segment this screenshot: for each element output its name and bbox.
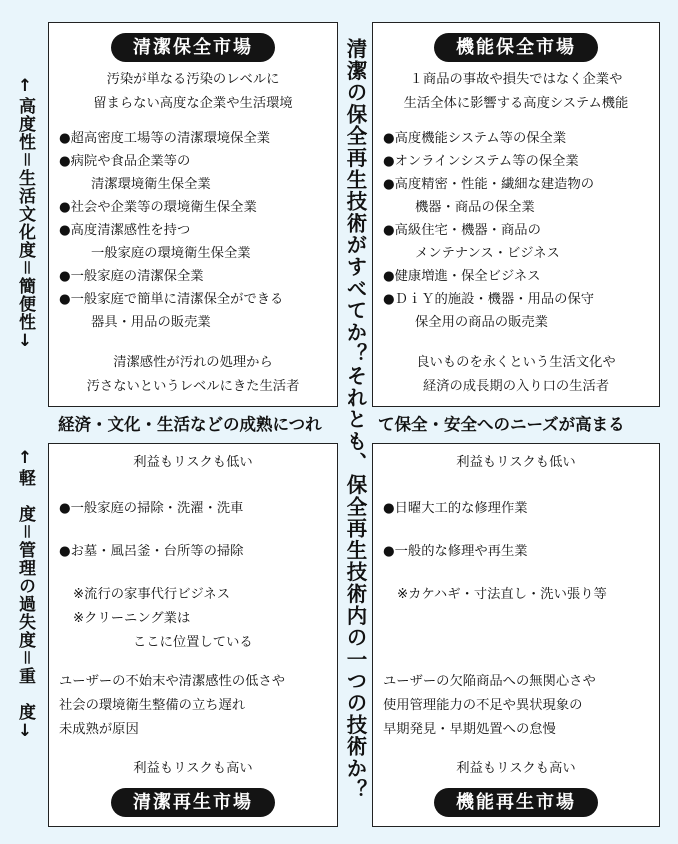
list-item-continuation: メンテナンス・ビジネス bbox=[415, 246, 560, 261]
list-item-continuation: 機器・商品の保全業 bbox=[415, 200, 535, 215]
note-line: ※クリーニング業は bbox=[73, 611, 191, 626]
list-item-continuation: 一般家庭の環境衛生保全業 bbox=[91, 246, 251, 261]
axis-label-bottom: ↑軽 度＝管理の過失度＝重 度↓ bbox=[15, 448, 35, 742]
intro-line: 汚染が単なる汚染のレベルに bbox=[106, 72, 280, 87]
note-line: ※カケハギ・寸法直し・洗い張り等 bbox=[397, 587, 607, 602]
list-item: ●社会や企業等の環境衛生保全業 bbox=[59, 200, 257, 215]
axis-label-top: ↑高度性＝生活文化度＝簡便性↓ bbox=[15, 76, 35, 352]
list-item: ●超高密度工場等の清潔環境保全業 bbox=[59, 131, 271, 146]
list-item: ●高級住宅・機器・商品の bbox=[383, 223, 541, 238]
quadrant-title: 清潔再生市場 bbox=[111, 788, 275, 817]
risk-high-label: 利益もリスクも高い bbox=[133, 761, 253, 776]
intro-line: １商品の事故や損失ではなく企業や bbox=[409, 72, 623, 87]
footer-line: 経済の成長期の入り口の生活者 bbox=[422, 379, 610, 394]
quadrant-title: 機能再生市場 bbox=[434, 788, 598, 817]
risk-high-label: 利益もリスクも高い bbox=[456, 761, 576, 776]
list-item: ●日曜大工的な修理作業 bbox=[383, 501, 528, 516]
list-item: ●ＤｉＹ的施設・機器・用品の保守 bbox=[383, 292, 595, 307]
quadrant-title: 清潔保全市場 bbox=[111, 33, 275, 62]
list-item: ●健康増進・保全ビジネス bbox=[383, 269, 541, 284]
cause-line: 社会の環境衛生整備の立ち遅れ bbox=[59, 698, 246, 713]
list-item-continuation: 清潔環境衛生保全業 bbox=[91, 177, 211, 192]
list-item: ●高度清潔感性を持つ bbox=[59, 223, 191, 238]
list-item: ●お墓・風呂釜・台所等の掃除 bbox=[59, 544, 244, 559]
list-item-continuation: 器具・用品の販売業 bbox=[91, 315, 211, 330]
footer-line: 汚さないというレベルにきた生活者 bbox=[86, 379, 300, 394]
list-item: ●オンラインシステム等の保全業 bbox=[383, 154, 579, 169]
list-item: ●一般家庭で簡単に清潔保全ができる bbox=[59, 292, 284, 307]
list-item: ●一般家庭の掃除・洗濯・洗車 bbox=[59, 501, 244, 516]
risk-low-label: 利益もリスクも低い bbox=[456, 455, 576, 470]
intro-line: 生活全体に影響する高度システム機能 bbox=[403, 96, 629, 111]
note-line: ※流行の家事代行ビジネス bbox=[73, 587, 231, 602]
cause-line: 未成熟が原因 bbox=[59, 722, 139, 737]
cause-line: ユーザーの不始末や清潔感性の低さや bbox=[59, 674, 286, 689]
note-line: ここに位置している bbox=[133, 635, 253, 650]
cause-line: ユーザーの欠陥商品への無関心さや bbox=[383, 674, 596, 689]
cause-line: 使用管理能力の不足や異状現象の bbox=[383, 698, 583, 713]
footer-line: 清潔感性が汚れの処理から bbox=[113, 355, 273, 370]
list-item: ●一般的な修理や再生業 bbox=[383, 544, 528, 559]
center-question: 清潔の保全再生技術がすべてか？それとも、保全再生技術内の一つの技術か？ bbox=[343, 38, 367, 801]
quadrant-function-regeneration bbox=[372, 443, 660, 827]
band-text-left: 経済・文化・生活などの成熟につれ bbox=[58, 415, 322, 434]
list-item: ●病院や食品企業等の bbox=[59, 154, 191, 169]
footer-line: 良いものを永くという生活文化や bbox=[416, 355, 616, 370]
band-text-right: て保全・安全へのニーズが高まる bbox=[378, 415, 625, 434]
list-item-continuation: 保全用の商品の販売業 bbox=[415, 315, 548, 330]
quadrant-title: 機能保全市場 bbox=[434, 33, 598, 62]
list-item: ●一般家庭の清潔保全業 bbox=[59, 269, 204, 284]
cause-line: 早期発見・早期処置への怠慢 bbox=[383, 722, 556, 737]
quadrant-function-preservation bbox=[372, 22, 660, 407]
intro-line: 留まらない高度な企業や生活環境 bbox=[93, 96, 293, 111]
list-item: ●高度精密・性能・繊細な建造物の bbox=[383, 177, 595, 192]
quadrant-clean-regeneration bbox=[48, 443, 338, 827]
list-item: ●高度機能システム等の保全業 bbox=[383, 131, 567, 146]
quadrant-clean-preservation bbox=[48, 22, 338, 407]
risk-low-label: 利益もリスクも低い bbox=[133, 455, 253, 470]
